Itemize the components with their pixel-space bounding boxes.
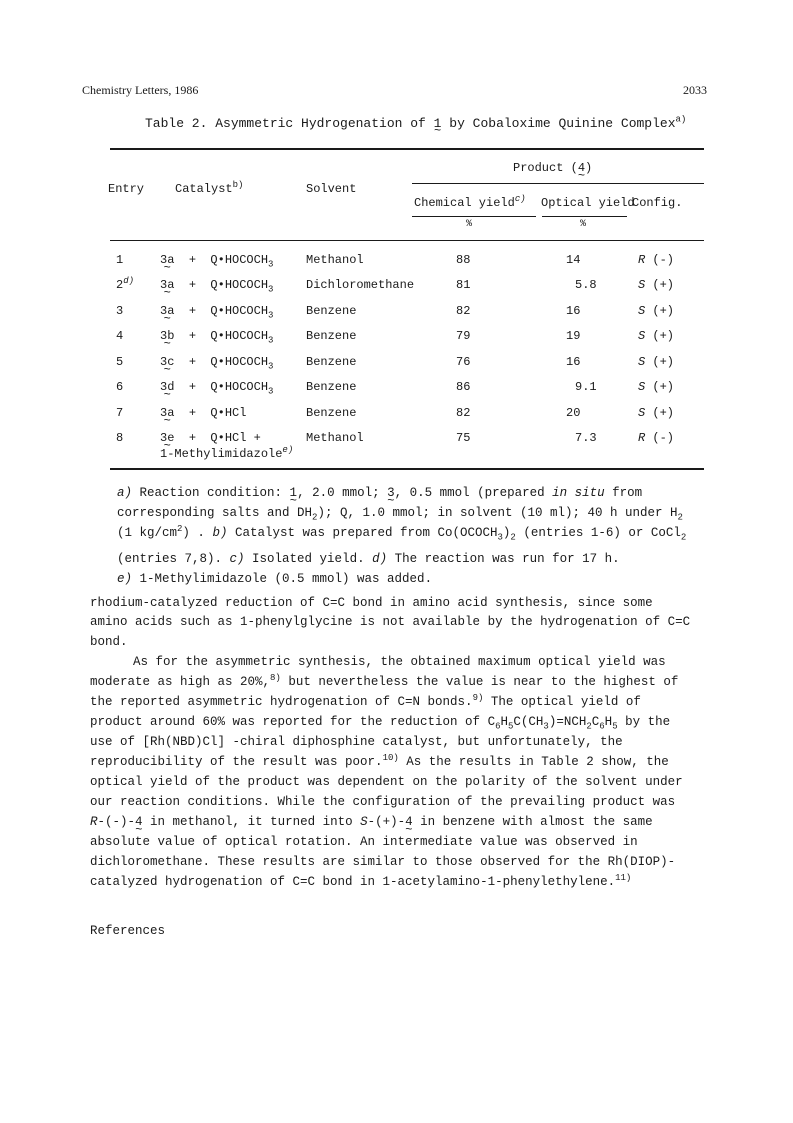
col-header-config: Config. bbox=[632, 196, 683, 210]
table-caption: Table 2. Asymmetric Hydrogenation of 1 ~ by Cobaloxime Quinine Complex$^{a)}$ bbox=[145, 116, 686, 131]
journal-header: Chemistry Letters, 1986 bbox=[82, 83, 199, 97]
footnote-e-line: e) 1-Methylimidazole (0.5 mmol) was added. bbox=[117, 572, 433, 586]
cell-catalyst: 3c ~ + $Q•HOCOCH_3$ bbox=[160, 355, 273, 369]
cell-entry: 3 bbox=[116, 304, 124, 318]
product-header-rule bbox=[412, 183, 704, 184]
cell-solvent: Benzene bbox=[306, 355, 357, 369]
cell-chemical-yield: 86 bbox=[456, 380, 471, 394]
unit-percent-optical: % bbox=[580, 219, 587, 230]
compound-1-label: 1 ~ bbox=[434, 116, 442, 131]
cell-entry: 6 bbox=[116, 380, 124, 394]
body-line: reproducibility of the result was poor.$^{10)}$ As the results in Table 2 show, the bbox=[90, 752, 669, 769]
body-line: use of [Rh(NBD)Cl] -chiral diphosphine catalyst, but unfortunately, the bbox=[90, 735, 623, 749]
cell-chemical-yield: 82 bbox=[456, 304, 471, 318]
body-line: the reported asymmetric hydrogenation of C=N bonds.$^{9)}$ The optical yield of bbox=[90, 692, 641, 709]
cell-optical-yield: 19 bbox=[566, 329, 581, 343]
col-header-chemical-yield: Chemical yield$^{c)}$ bbox=[414, 194, 526, 210]
col-header-optical-yield: Optical yield bbox=[541, 196, 635, 210]
cell-solvent: Benzene bbox=[306, 406, 357, 420]
cell-entry: 1 bbox=[116, 253, 124, 267]
col-header-solvent: Solvent bbox=[306, 182, 357, 196]
footnote-a-line2: corresponding salts and $DH_2$); Q, 1.0 mmol; in solvent (10 ml); 40 h under $H_2$ bbox=[117, 506, 683, 523]
body-line: product around 60% was reported for the reduction of $C_6H_5C(CH_3)=NCH_2C_6H_5$ by the bbox=[90, 715, 671, 732]
cell-entry: 5 bbox=[116, 355, 124, 369]
cell-chemical-yield: 75 bbox=[456, 431, 471, 445]
cell-catalyst: 3e ~ + Q•HCl + bbox=[160, 431, 261, 445]
optical-yield-rule bbox=[542, 216, 627, 217]
cell-solvent: Benzene bbox=[306, 329, 357, 343]
page-number: 2033 bbox=[683, 83, 707, 97]
cell-catalyst: 3a ~ + $Q•HOCOCH_3$ bbox=[160, 253, 273, 267]
cell-optical-yield: 5.8 bbox=[575, 278, 597, 292]
cell-config: S (+) bbox=[638, 304, 675, 318]
cell-chemical-yield: 88 bbox=[456, 253, 471, 267]
col-header-product: Product (4 ~) bbox=[513, 161, 592, 175]
cell-optical-yield: 16 bbox=[566, 355, 581, 369]
cell-config: R (-) bbox=[638, 253, 675, 267]
chemical-yield-rule bbox=[412, 216, 536, 217]
cell-catalyst: 3a ~ + Q•HCl bbox=[160, 406, 246, 420]
cell-config: S (+) bbox=[638, 380, 675, 394]
cell-config: S (+) bbox=[638, 406, 675, 420]
cell-entry: 2$^{d)}$ bbox=[116, 276, 135, 292]
cell-solvent: Methanol bbox=[306, 253, 364, 267]
body-line: catalyzed hydrogenation of C=C bond in 1-acetylamino-1-phenylethylene.$^{11)}$ bbox=[90, 872, 632, 889]
footnote-a-line1: a) Reaction condition: 1 ~, 2.0 mmol; 3 ~, 0.5 mmol (prepared in situ from bbox=[117, 486, 642, 500]
body-line: absolute value of optical rotation. An intermediate value was observed in bbox=[90, 835, 638, 849]
cell-solvent: Dichloromethane bbox=[306, 278, 415, 292]
col-header-catalyst: Catalyst$^{b)}$ bbox=[175, 180, 244, 196]
cell-catalyst: 3d ~ + $Q•HOCOCH_3$ bbox=[160, 380, 273, 394]
cell-config: R (-) bbox=[638, 431, 675, 445]
cell-config: S (+) bbox=[638, 355, 675, 369]
caption-footnote-mark: a) bbox=[675, 114, 687, 125]
cell-catalyst: 3a ~ + $Q•HOCOCH_3$ bbox=[160, 304, 273, 318]
footnote-b-line: (1 $kg/cm^2$) . b) Catalyst was prepared from $Co(OCOCH_3)_2$ (entries 1-6) or CoCl$_2$ bbox=[117, 523, 687, 543]
references-heading: References bbox=[90, 924, 166, 938]
cell-solvent: Benzene bbox=[306, 380, 357, 394]
cell-optical-yield: 7.3 bbox=[575, 431, 597, 445]
table-bottom-rule bbox=[110, 468, 704, 470]
body-line: bond. bbox=[90, 635, 128, 649]
body-line: dichloromethane. These results are similar to those observed for the Rh(DIOP)- bbox=[90, 855, 676, 869]
cell-chemical-yield: 76 bbox=[456, 355, 471, 369]
cell-optical-yield: 14 bbox=[566, 253, 581, 267]
cell-optical-yield: 9.1 bbox=[575, 380, 597, 394]
cell-catalyst: 3a ~ + $Q•HOCOCH_3$ bbox=[160, 278, 273, 292]
cell-solvent: Benzene bbox=[306, 304, 357, 318]
cell-chemical-yield: 79 bbox=[456, 329, 471, 343]
cell-entry: 7 bbox=[116, 406, 124, 420]
table-top-rule bbox=[110, 148, 704, 150]
body-line: optical yield of the product was dependent on the polarity of the solvent under bbox=[90, 775, 683, 789]
body-line: our reaction conditions. While the configuration of the prevailing product was bbox=[90, 795, 676, 809]
body-line: moderate as high as 20%,$^{8)}$ but nevertheless the value is near to the highest of bbox=[90, 672, 679, 689]
body-line: As for the asymmetric synthesis, the obtained maximum optical yield was bbox=[133, 655, 666, 669]
footnote-cd-line: (entries 7,8). c) Isolated yield. d) The reaction was run for 17 h. bbox=[117, 552, 620, 566]
body-line: amino acids such as 1-phenylglycine is not available by the hydrogenation of C=C bbox=[90, 615, 691, 629]
cell-config: S (+) bbox=[638, 278, 675, 292]
table-header-rule bbox=[110, 240, 704, 241]
cell-chemical-yield: 82 bbox=[456, 406, 471, 420]
cell-optical-yield: 16 bbox=[566, 304, 581, 318]
col-header-entry: Entry bbox=[108, 182, 145, 196]
cell-catalyst-additive: 1-Methylimidazole$^{e)}$ bbox=[160, 445, 294, 461]
cell-catalyst: 3b ~ + $Q•HOCOCH_3$ bbox=[160, 329, 273, 343]
body-line: R-(-)-4 ~ in methanol, it turned into S-(+)-4 ~ in benzene with almost the same bbox=[90, 815, 704, 829]
cell-chemical-yield: 81 bbox=[456, 278, 471, 292]
cell-optical-yield: 20 bbox=[566, 406, 581, 420]
cell-config: S (+) bbox=[638, 329, 675, 343]
cell-solvent: Methanol bbox=[306, 431, 364, 445]
cell-entry: 8 bbox=[116, 431, 124, 445]
cell-entry: 4 bbox=[116, 329, 124, 343]
unit-percent-chemical: % bbox=[466, 219, 473, 230]
body-line: rhodium-catalyzed reduction of C=C bond in amino acid synthesis, since some bbox=[90, 596, 653, 610]
